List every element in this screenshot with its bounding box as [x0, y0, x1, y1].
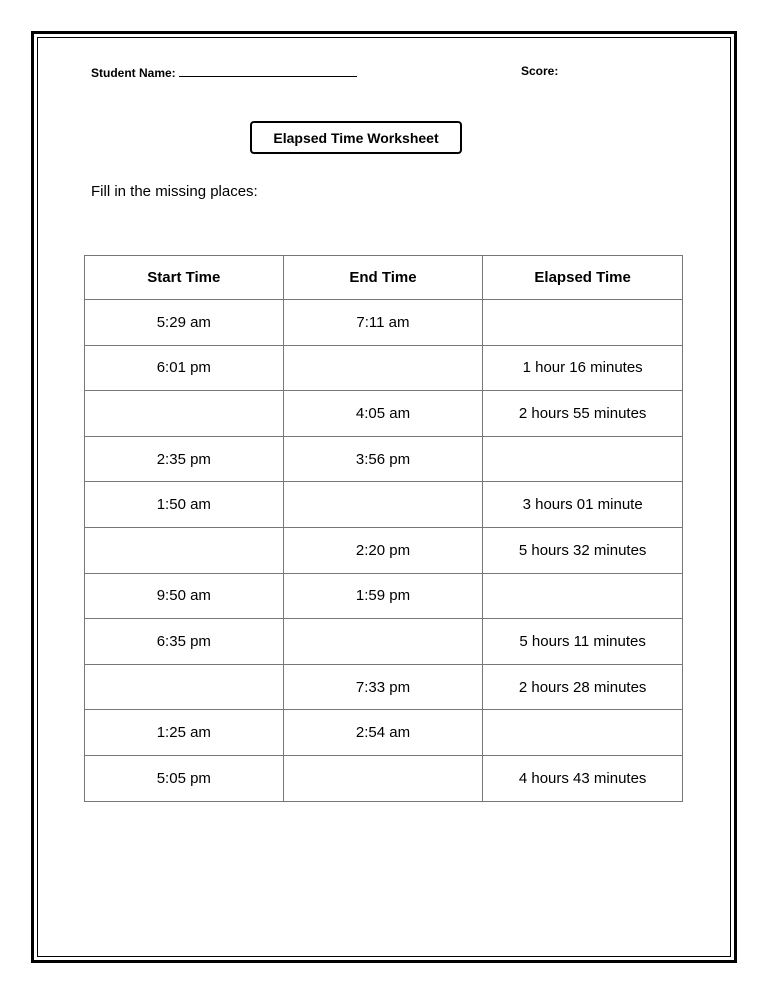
elapsed-time-cell[interactable]: 1 hour 16 minutes — [483, 345, 683, 391]
elapsed-time-cell[interactable] — [483, 710, 683, 756]
worksheet-title — [250, 121, 462, 154]
table-row — [85, 391, 683, 437]
start-time-cell[interactable]: 2:35 pm — [85, 436, 284, 482]
score-label: Score: — [521, 64, 559, 78]
table-row — [85, 573, 683, 619]
table-row — [85, 436, 683, 482]
start-time-cell[interactable] — [85, 527, 284, 573]
start-time-cell[interactable] — [85, 391, 284, 437]
end-time-cell[interactable]: 7:11 am — [283, 300, 483, 346]
start-time-cell[interactable]: 1:25 am — [85, 710, 284, 756]
score-line — [521, 64, 558, 78]
table-row — [85, 619, 683, 665]
elapsed-time-cell[interactable]: 5 hours 11 minutes — [483, 619, 683, 665]
end-time-cell[interactable]: 2:20 pm — [283, 527, 483, 573]
instructions: Fill in the missing places: — [91, 183, 258, 200]
elapsed-time-cell[interactable]: 2 hours 55 minutes — [483, 391, 683, 437]
end-time-cell[interactable] — [283, 619, 483, 665]
start-time-cell[interactable]: 6:01 pm — [85, 345, 284, 391]
worksheet-title-text: Elapsed Time Worksheet — [273, 129, 439, 146]
table-row — [85, 527, 683, 573]
start-time-cell[interactable] — [85, 664, 284, 710]
start-time-cell[interactable]: 9:50 am — [85, 573, 284, 619]
elapsed-time-cell[interactable] — [483, 436, 683, 482]
table-header-row — [85, 256, 683, 300]
start-time-cell[interactable]: 1:50 am — [85, 482, 284, 528]
end-time-cell[interactable]: 2:54 am — [283, 710, 483, 756]
elapsed-time-cell[interactable] — [483, 300, 683, 346]
elapsed-time-cell[interactable]: 4 hours 43 minutes — [483, 755, 683, 801]
end-time-cell[interactable]: 7:33 pm — [283, 664, 483, 710]
column-header-end-time: End Time — [283, 256, 483, 300]
end-time-cell[interactable]: 4:05 am — [283, 391, 483, 437]
elapsed-time-cell[interactable]: 3 hours 01 minute — [483, 482, 683, 528]
start-time-cell[interactable]: 5:05 pm — [85, 755, 284, 801]
column-header-start-time: Start Time — [85, 256, 284, 300]
elapsed-time-table — [84, 255, 683, 802]
table-row — [85, 482, 683, 528]
end-time-cell[interactable] — [283, 755, 483, 801]
student-name-blank[interactable] — [179, 64, 357, 77]
table-row — [85, 664, 683, 710]
elapsed-time-cell[interactable] — [483, 573, 683, 619]
start-time-cell[interactable]: 6:35 pm — [85, 619, 284, 665]
end-time-cell[interactable] — [283, 345, 483, 391]
table-row — [85, 345, 683, 391]
end-time-cell[interactable] — [283, 482, 483, 528]
table-row — [85, 710, 683, 756]
end-time-cell[interactable]: 1:59 pm — [283, 573, 483, 619]
start-time-cell[interactable]: 5:29 am — [85, 300, 284, 346]
end-time-cell[interactable]: 3:56 pm — [283, 436, 483, 482]
elapsed-time-cell[interactable]: 5 hours 32 minutes — [483, 527, 683, 573]
student-name-line — [91, 64, 357, 80]
student-name-label: Student Name: — [91, 66, 176, 80]
column-header-elapsed-time: Elapsed Time — [483, 256, 683, 300]
table-row — [85, 755, 683, 801]
table-row — [85, 300, 683, 346]
elapsed-time-cell[interactable]: 2 hours 28 minutes — [483, 664, 683, 710]
